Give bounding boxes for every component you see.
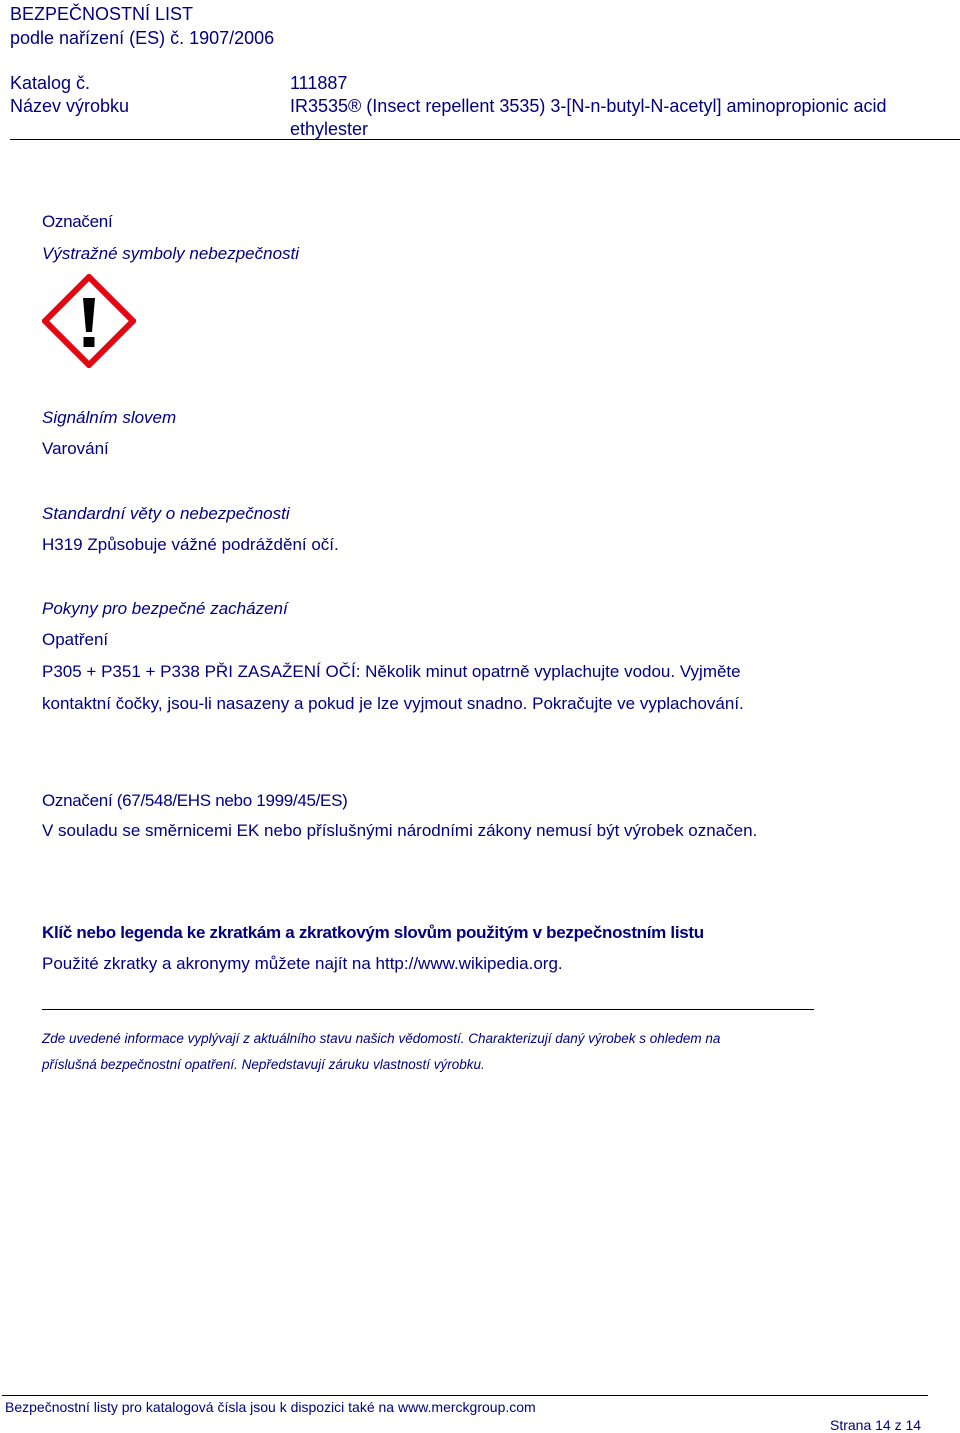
page-number: Strana 14 z 14 [830, 1417, 922, 1433]
eu-labeling-heading: Označení (67/548/EHS nebo 1999/45/ES) [42, 791, 348, 810]
footer-divider [2, 1395, 928, 1396]
disclaimer-divider [42, 1009, 814, 1010]
header-divider [10, 139, 960, 140]
product-value-line2: ethylester [290, 119, 369, 139]
signal-word: Varování [42, 439, 109, 458]
ghs07-exclamation-icon [42, 274, 136, 368]
document-subtitle: podle nařízení (ES) č. 1907/2006 [10, 28, 275, 48]
precaution-heading: Pokyny pro bezpečné zacházení [42, 599, 288, 618]
precaution-subheading: Opatření [42, 630, 109, 649]
precaution-line1: P305 + P351 + P338 PŘI ZASAŽENÍ OČÍ: Několik minut opatrně vyplachujte vodou. Vyjměte [42, 662, 741, 681]
pictogram-heading: Výstražné symboly nebezpečnosti [42, 244, 300, 263]
eu-labeling-text: V souladu se směrnicemi EK nebo příslušnými národními zákony nemusí být výrobek označen. [42, 821, 758, 840]
disclaimer-line2: příslušná bezpečnostní opatření. Nepředstavují záruku vlastností výrobku. [42, 1057, 485, 1072]
footer-note: Bezpečnostní listy pro katalogová čísla jsou k dispozici také na www.merckgroup.com [5, 1399, 536, 1415]
hazard-heading: Standardní věty o nebezpečnosti [42, 504, 290, 523]
precaution-line2: kontaktní čočky, jsou-li nasazeny a pokud je lze vyjmout snadno. Pokračujte ve vyplachování. [42, 694, 744, 713]
legend-text: Použité zkratky a akronymy můžete najít na http://www.wikipedia.org. [42, 954, 563, 973]
product-label: Název výrobku [10, 96, 130, 116]
catalog-value: 111887 [290, 73, 348, 93]
document-title: BEZPEČNOSTNÍ LIST [10, 4, 194, 24]
signal-heading: Signálním slovem [42, 408, 177, 427]
disclaimer-line1: Zde uvedené informace vyplývají z aktuálního stavu našich vědomostí. Charakterizují daný výrobek s ohledem na [42, 1031, 721, 1046]
hazard-statement: H319 Způsobuje vážné podráždění očí. [42, 535, 339, 554]
product-value-line1: IR3535® (Insect repellent 3535) 3-[N-n-butyl-N-acetyl] aminopropionic acid [290, 96, 887, 116]
labeling-heading: Označení [42, 212, 113, 231]
catalog-label: Katalog č. [10, 73, 91, 93]
legend-heading: Klíč nebo legenda ke zkratkám a zkratkovým slovům použitým v bezpečnostním listu [42, 923, 704, 942]
